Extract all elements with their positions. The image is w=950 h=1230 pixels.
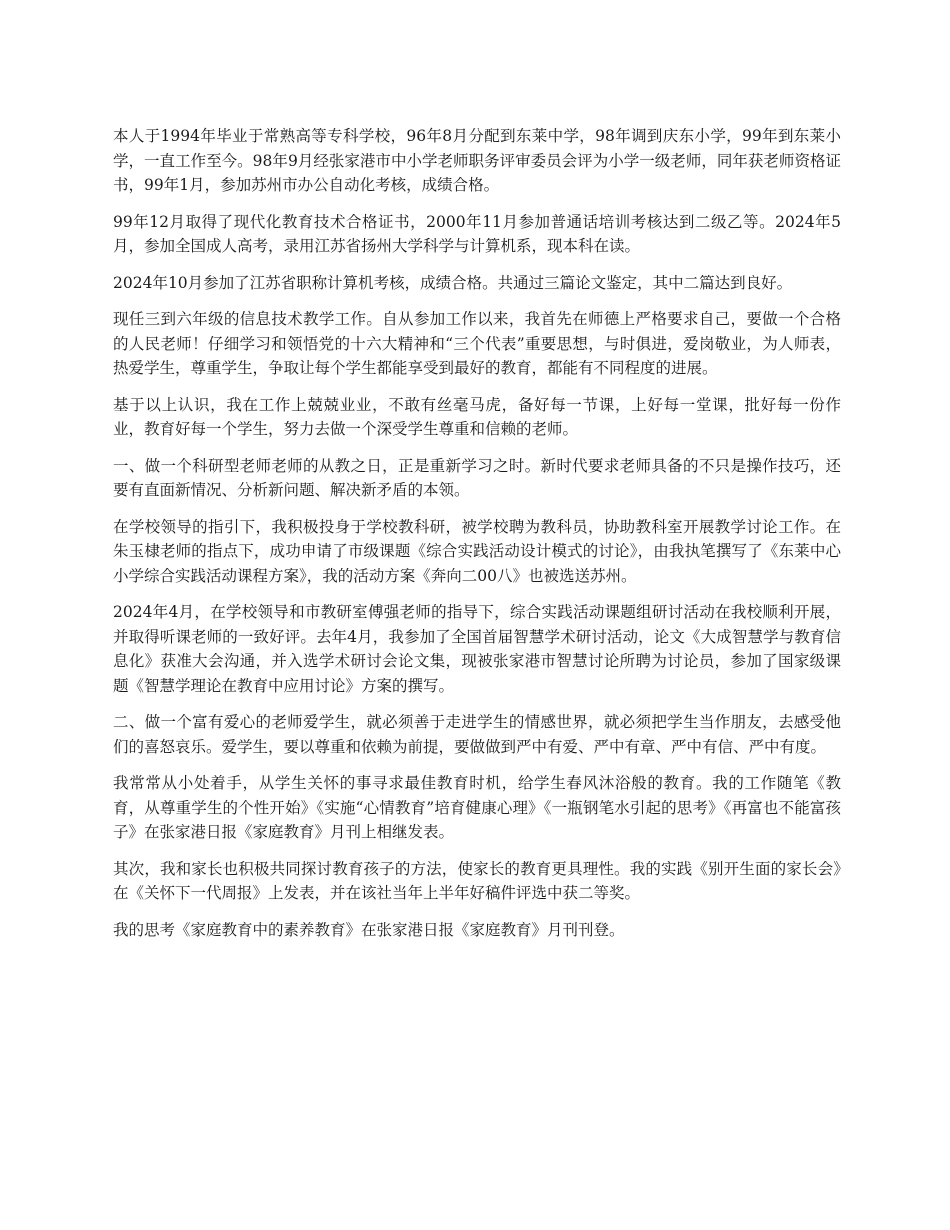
paragraph-8: 2024年4月，在学校领导和市教研室傅强老师的指导下，综合实践活动课题组研讨活动在我校顺利开展，并取得听课老师的一致好评。去年4月，我参加了全国首届智慧学术研讨活动，论文《大成智慧学与教育信息化》获准大会沟通，并入选学术研讨会论文集，现被张家港市智慧讨论所聘为讨论员，参加了国家级课题《智慧学理论在教育中应用讨论》方案的撰写。 bbox=[113, 603, 841, 695]
paragraph-11: 其次，我和家长也积极共同探讨教育孩子的方法，使家长的教育更具理性。我的实践《别开生面的家长会》在《关怀下一代周报》上发表，并在该社当年上半年好稿件评选中获二等奖。 bbox=[113, 859, 841, 902]
paragraph-2: 99年12月取得了现代化教育技术合格证书，2000年11月参加普通话培训考核达到二级乙等。2024年5月，参加全国成人高考，录用江苏省扬州大学科学与计算机系，现本科在读。 bbox=[113, 212, 841, 255]
document-body bbox=[113, 124, 841, 954]
paragraph-5: 基于以上认识，我在工作上兢兢业业，不敢有丝毫马虎，备好每一节课，上好每一堂课，批好每一份作业，教育好每一个学生，努力去做一个深受学生尊重和信赖的老师。 bbox=[113, 395, 841, 438]
paragraph-3: 2024年10月参加了江苏省职称计算机考核，成绩合格。共通过三篇论文鉴定，其中二篇达到良好。 bbox=[113, 273, 793, 292]
paragraph-4: 现任三到六年级的信息技术教学工作。自从参加工作以来，我首先在师德上严格要求自己，要做一个合格的人民老师！仔细学习和领悟党的十六大精神和“三个代表”重要思想，与时俱进，爱岗敬业，为人师表，热爱学生，尊重学生，争取让每个学生都能享受到最好的教育，都能有不同程度的进展。 bbox=[113, 310, 841, 377]
paragraph-1: 本人于1994年毕业于常熟高等专科学校，96年8月分配到东莱中学，98年调到庆东小学，99年到东莱小学，一直工作至今。98年9月经张家港市中小学老师职务评审委员会评为小学一级老师，同年获老师资格证书，99年1月，参加苏州市办公自动化考核，成绩合格。 bbox=[113, 127, 841, 194]
paragraph-6: 一、做一个科研型老师老师的从教之日，正是重新学习之时。新时代要求老师具备的不只是操作技巧，还要有直面新情况、分析新问题、解决新矛盾的本领。 bbox=[113, 456, 841, 499]
paragraph-7: 在学校领导的指引下，我积极投身于学校教科研，被学校聘为教科员，协助教科室开展教学讨论工作。在朱玉棣老师的指点下，成功申请了市级课题《综合实践活动设计模式的讨论》，由我执笔撰写了《东莱中心小学综合实践活动课程方案》，我的活动方案《奔向二00八》也被选送苏州。 bbox=[113, 517, 841, 585]
paragraph-10: 我常常从小处着手，从学生关怀的事寻求最佳教育时机，给学生春风沐浴般的教育。我的工作随笔《教育，从尊重学生的个性开始》《实施“心情教育”培育健康心理》《一瓶钢笔水引起的思考》《再富也不能富孩子》在张家港日报《家庭教育》月刊上相继发表。 bbox=[113, 774, 841, 841]
paragraph-9: 二、做一个富有爱心的老师爱学生，就必须善于走进学生的情感世界，就必须把学生当作朋友，去感受他们的喜怒哀乐。爱学生，要以尊重和依赖为前提，要做做到严中有爱、严中有章、严中有信、严中有度。 bbox=[113, 713, 841, 756]
paragraph-12: 我的思考《家庭教育中的素养教育》在张家港日报《家庭教育》月刊刊登。 bbox=[113, 920, 625, 939]
